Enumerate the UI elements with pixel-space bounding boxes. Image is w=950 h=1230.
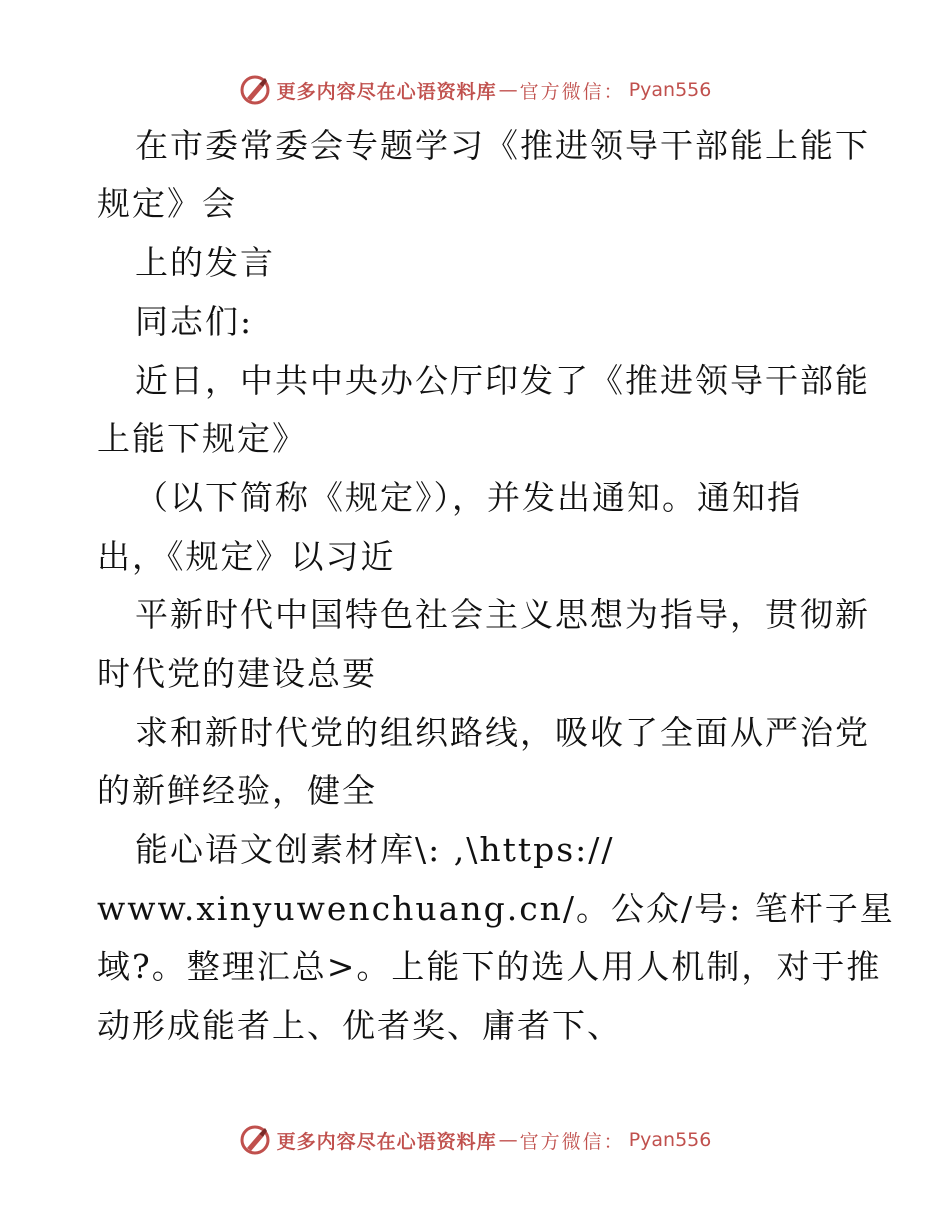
text-line: 动形成能者上、优者奖、庸者下、 — [97, 1006, 622, 1045]
text-line: （以下简称《规定》），并发出通知。通知指 — [135, 478, 802, 517]
footer-watermark-banner — [0, 1120, 950, 1160]
banner-main-text: 更多内容尽在心语资料库 — [276, 1130, 497, 1153]
text-line: 上能下规定》 — [97, 419, 307, 458]
text-line: 能心语文创素材库\: ,\https:// — [135, 830, 615, 869]
banner-dash: — — [498, 1129, 518, 1151]
text-line: 平新时代中国特色社会主义思想为指导，贯彻新 — [135, 595, 870, 634]
text-line: 上的发言 — [135, 243, 275, 282]
text-line: 近日，中共中央办公厅印发了《推进领导干部能 — [135, 361, 870, 400]
text-line: 时代党的建设总要 — [97, 654, 377, 693]
banner-contact-label: 官方微信： — [519, 1130, 625, 1153]
text-line: 求和新时代党的组织路线，吸收了全面从严治党 — [135, 713, 870, 752]
text-line: 域?。整理汇总>。上能下的选人用人机制，对于推 — [97, 947, 882, 986]
pen-logo-icon — [239, 74, 271, 106]
banner-wechat-handle: Pyan556 — [628, 1129, 712, 1151]
pen-logo-icon — [239, 1124, 271, 1156]
text-line: 的新鲜经验，健全 — [97, 771, 377, 810]
banner-contact-label: 官方微信： — [519, 80, 625, 103]
text-line: 出，《规定》以习近 — [97, 537, 396, 576]
text-line: 同志们: — [135, 302, 254, 341]
text-line: www.xinyuwenchuang.cn/。公众/号: 笔杆子星 — [97, 889, 895, 928]
text-line: 在市委常委会专题学习《推进领导干部能上能下 — [135, 126, 870, 165]
banner-main-text: 更多内容尽在心语资料库 — [276, 80, 497, 103]
text-line: 规定》会 — [97, 184, 237, 223]
header-watermark-banner — [0, 70, 950, 110]
banner-wechat-handle: Pyan556 — [628, 79, 712, 101]
banner-dash: — — [498, 79, 518, 101]
